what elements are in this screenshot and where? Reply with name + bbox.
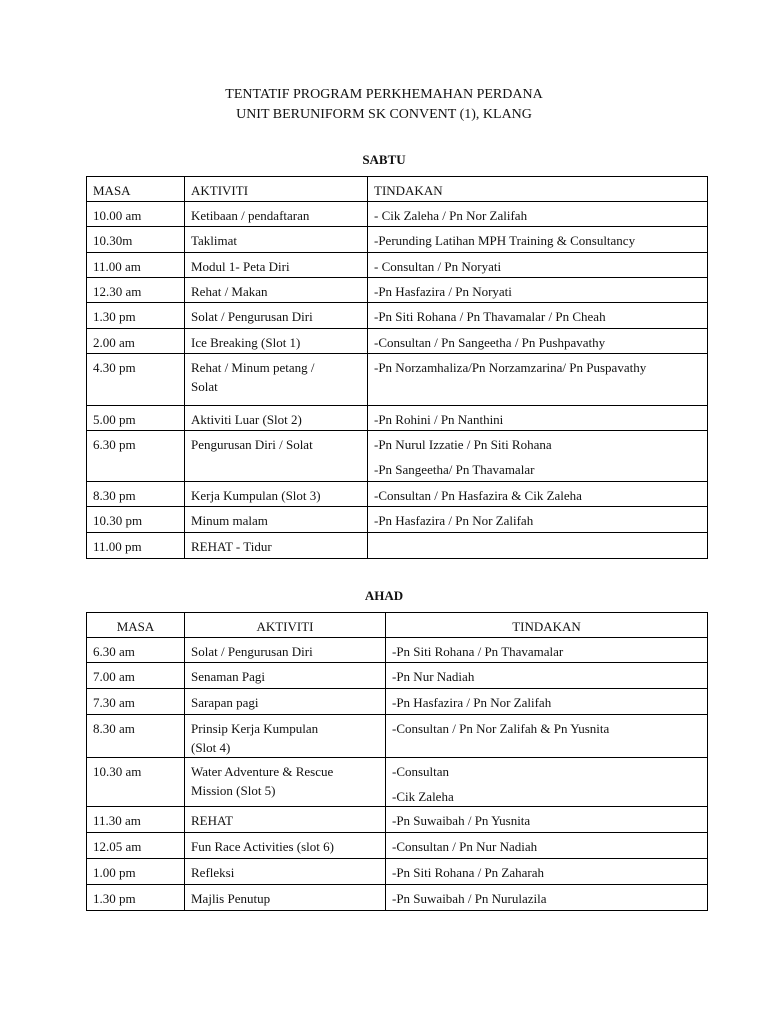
sabtu-schedule-table [86,176,708,559]
aktiviti-cell [185,638,386,663]
table-row [87,406,708,431]
aktiviti-cell [185,533,368,559]
tindakan-cell [368,303,708,329]
column-header: AKTIVITI [185,177,368,202]
aktiviti-cell [185,329,368,354]
ahad-schedule-table [86,612,708,911]
table-row [87,507,708,533]
table-row [87,859,708,885]
table-row [87,533,708,559]
masa-cell: 12.30 am [87,278,185,303]
table-row [87,227,708,253]
masa-cell: 1.30 pm [87,885,185,911]
table-header-row [87,177,708,202]
tindakan-cell [386,807,708,833]
aktiviti-cell [185,715,386,758]
tindakan-cell [368,278,708,303]
aktiviti-cell [185,758,386,807]
column-header: AKTIVITI [185,613,386,638]
masa-cell: 10.00 am [87,202,185,227]
masa-cell: 5.00 pm [87,406,185,431]
aktiviti-line: Prinsip Kerja Kumpulan [191,721,319,736]
tindakan-cell [386,859,708,885]
aktiviti-line: Ketibaan / pendaftaran [191,208,310,223]
tindakan-line: -Pn Suwaibah / Pn Nurulazila [392,891,547,906]
document-title-line1: TENTATIF PROGRAM PERKHEMAHAN PERDANA [225,87,543,102]
aktiviti-cell [185,507,368,533]
aktiviti-line: Solat / Pengurusan Diri [191,309,313,324]
aktiviti-line: Sarapan pagi [191,695,259,710]
masa-cell: 7.30 am [87,689,185,715]
masa-cell: 10.30m [87,227,185,253]
tindakan-line: -Pn Norzamhaliza/Pn Norzamzarina/ Pn Puspavathy [374,360,647,375]
table-row [87,303,708,329]
masa-cell: 11.30 am [87,807,185,833]
tindakan-cell [386,885,708,911]
masa-cell: 7.00 am [87,663,185,689]
table-row [87,833,708,859]
tindakan-cell [368,533,708,559]
sabtu-heading: SABTU [362,152,406,167]
document-title-line2: UNIT BERUNIFORM SK CONVENT (1), KLANG [236,107,532,122]
aktiviti-line: (Slot 4) [191,740,231,755]
table-row [87,807,708,833]
tindakan-line: -Consultan / Pn Hasfazira & Cik Zaleha [374,488,582,503]
aktiviti-cell [185,202,368,227]
aktiviti-line: REHAT - Tidur [191,539,272,554]
aktiviti-cell [185,406,368,431]
aktiviti-cell [185,354,368,406]
aktiviti-cell [185,663,386,689]
masa-cell: 8.30 am [87,715,185,758]
column-header: MASA [87,177,185,202]
table-row [87,885,708,911]
masa-cell: 10.30 am [87,758,185,807]
aktiviti-cell [185,431,368,482]
tindakan-line: -Consultan / Pn Nor Zalifah & Pn Yusnita [392,721,610,736]
tindakan-cell [386,663,708,689]
masa-cell: 8.30 pm [87,482,185,507]
tindakan-line: - Cik Zaleha / Pn Nor Zalifah [374,208,528,223]
tindakan-cell [368,354,708,406]
aktiviti-line: Water Adventure & Rescue [191,764,334,779]
table-row [87,715,708,758]
aktiviti-cell [185,278,368,303]
tindakan-cell [386,638,708,663]
aktiviti-line: Minum malam [191,513,268,528]
masa-cell: 2.00 am [87,329,185,354]
aktiviti-cell [185,885,386,911]
table-row [87,278,708,303]
tindakan-line: -Cik Zaleha [392,789,454,804]
masa-cell: 10.30 pm [87,507,185,533]
tindakan-line: -Pn Hasfazira / Pn Noryati [374,284,512,299]
tindakan-cell [368,253,708,278]
aktiviti-cell [185,807,386,833]
masa-cell: 1.00 pm [87,859,185,885]
aktiviti-cell [185,689,386,715]
masa-cell: 4.30 pm [87,354,185,406]
masa-cell: 11.00 am [87,253,185,278]
table-row [87,638,708,663]
aktiviti-line: REHAT [191,813,233,828]
column-header: TINDAKAN [386,613,708,638]
tindakan-cell [386,689,708,715]
aktiviti-line: Taklimat [191,233,238,248]
table-row [87,253,708,278]
table-row [87,431,708,482]
tindakan-line: -Pn Nurul Izzatie / Pn Siti Rohana [374,437,552,452]
tindakan-line: -Pn Siti Rohana / Pn Thavamalar [392,644,564,659]
masa-cell: 6.30 pm [87,431,185,482]
table-row [87,482,708,507]
masa-cell: 11.00 pm [87,533,185,559]
ahad-heading: AHAD [364,588,404,603]
tindakan-line: -Pn Nur Nadiah [392,669,475,684]
column-header: MASA [87,613,185,638]
tindakan-cell [386,715,708,758]
table-row [87,354,708,406]
tindakan-cell [368,329,708,354]
aktiviti-cell [185,303,368,329]
aktiviti-line: Refleksi [191,865,235,880]
table-row [87,663,708,689]
aktiviti-cell [185,227,368,253]
aktiviti-cell [185,833,386,859]
table-row [87,202,708,227]
tindakan-line: -Pn Hasfazira / Pn Nor Zalifah [374,513,534,528]
aktiviti-line: Majlis Penutup [191,891,271,906]
aktiviti-line: Kerja Kumpulan (Slot 3) [191,488,321,503]
tindakan-line: -Pn Hasfazira / Pn Nor Zalifah [392,695,552,710]
aktiviti-line: Rehat / Minum petang / [191,360,315,375]
aktiviti-line: Rehat / Makan [191,284,268,299]
tindakan-cell [386,833,708,859]
tindakan-line: -Pn Suwaibah / Pn Yusnita [392,813,531,828]
tindakan-cell [368,406,708,431]
aktiviti-line: Solat [191,379,218,394]
tindakan-line: -Pn Rohini / Pn Nanthini [374,412,504,427]
tindakan-cell [368,202,708,227]
tindakan-line: - Consultan / Pn Noryati [374,259,502,274]
masa-cell: 1.30 pm [87,303,185,329]
tindakan-cell [368,431,708,482]
aktiviti-line: Mission (Slot 5) [191,783,276,798]
tindakan-line: -Pn Siti Rohana / Pn Zaharah [392,865,545,880]
aktiviti-line: Ice Breaking (Slot 1) [191,335,301,350]
aktiviti-cell [185,859,386,885]
table-header-row [87,613,708,638]
table-row [87,689,708,715]
tindakan-line: -Pn Sangeetha/ Pn Thavamalar [374,462,535,477]
aktiviti-line: Solat / Pengurusan Diri [191,644,313,659]
masa-cell: 12.05 am [87,833,185,859]
tindakan-cell [386,758,708,807]
tindakan-line: -Consultan / Pn Sangeetha / Pn Pushpavathy [374,335,606,350]
aktiviti-line: Senaman Pagi [191,669,266,684]
aktiviti-line: Modul 1- Peta Diri [191,259,290,274]
table-row [87,329,708,354]
tindakan-line: -Consultan / Pn Nur Nadiah [392,839,538,854]
tindakan-line: -Consultan [392,764,450,779]
tindakan-line: -Perunding Latihan MPH Training & Consultancy [374,233,636,248]
aktiviti-line: Pengurusan Diri / Solat [191,437,313,452]
column-header: TINDAKAN [368,177,708,202]
masa-cell: 6.30 am [87,638,185,663]
tindakan-line: -Pn Siti Rohana / Pn Thavamalar / Pn Cheah [374,309,606,324]
tindakan-cell [368,227,708,253]
aktiviti-line: Aktiviti Luar (Slot 2) [191,412,302,427]
aktiviti-cell [185,482,368,507]
aktiviti-line: Fun Race Activities (slot 6) [191,839,334,854]
aktiviti-cell [185,253,368,278]
tindakan-cell [368,507,708,533]
table-row [87,758,708,807]
tindakan-cell [368,482,708,507]
